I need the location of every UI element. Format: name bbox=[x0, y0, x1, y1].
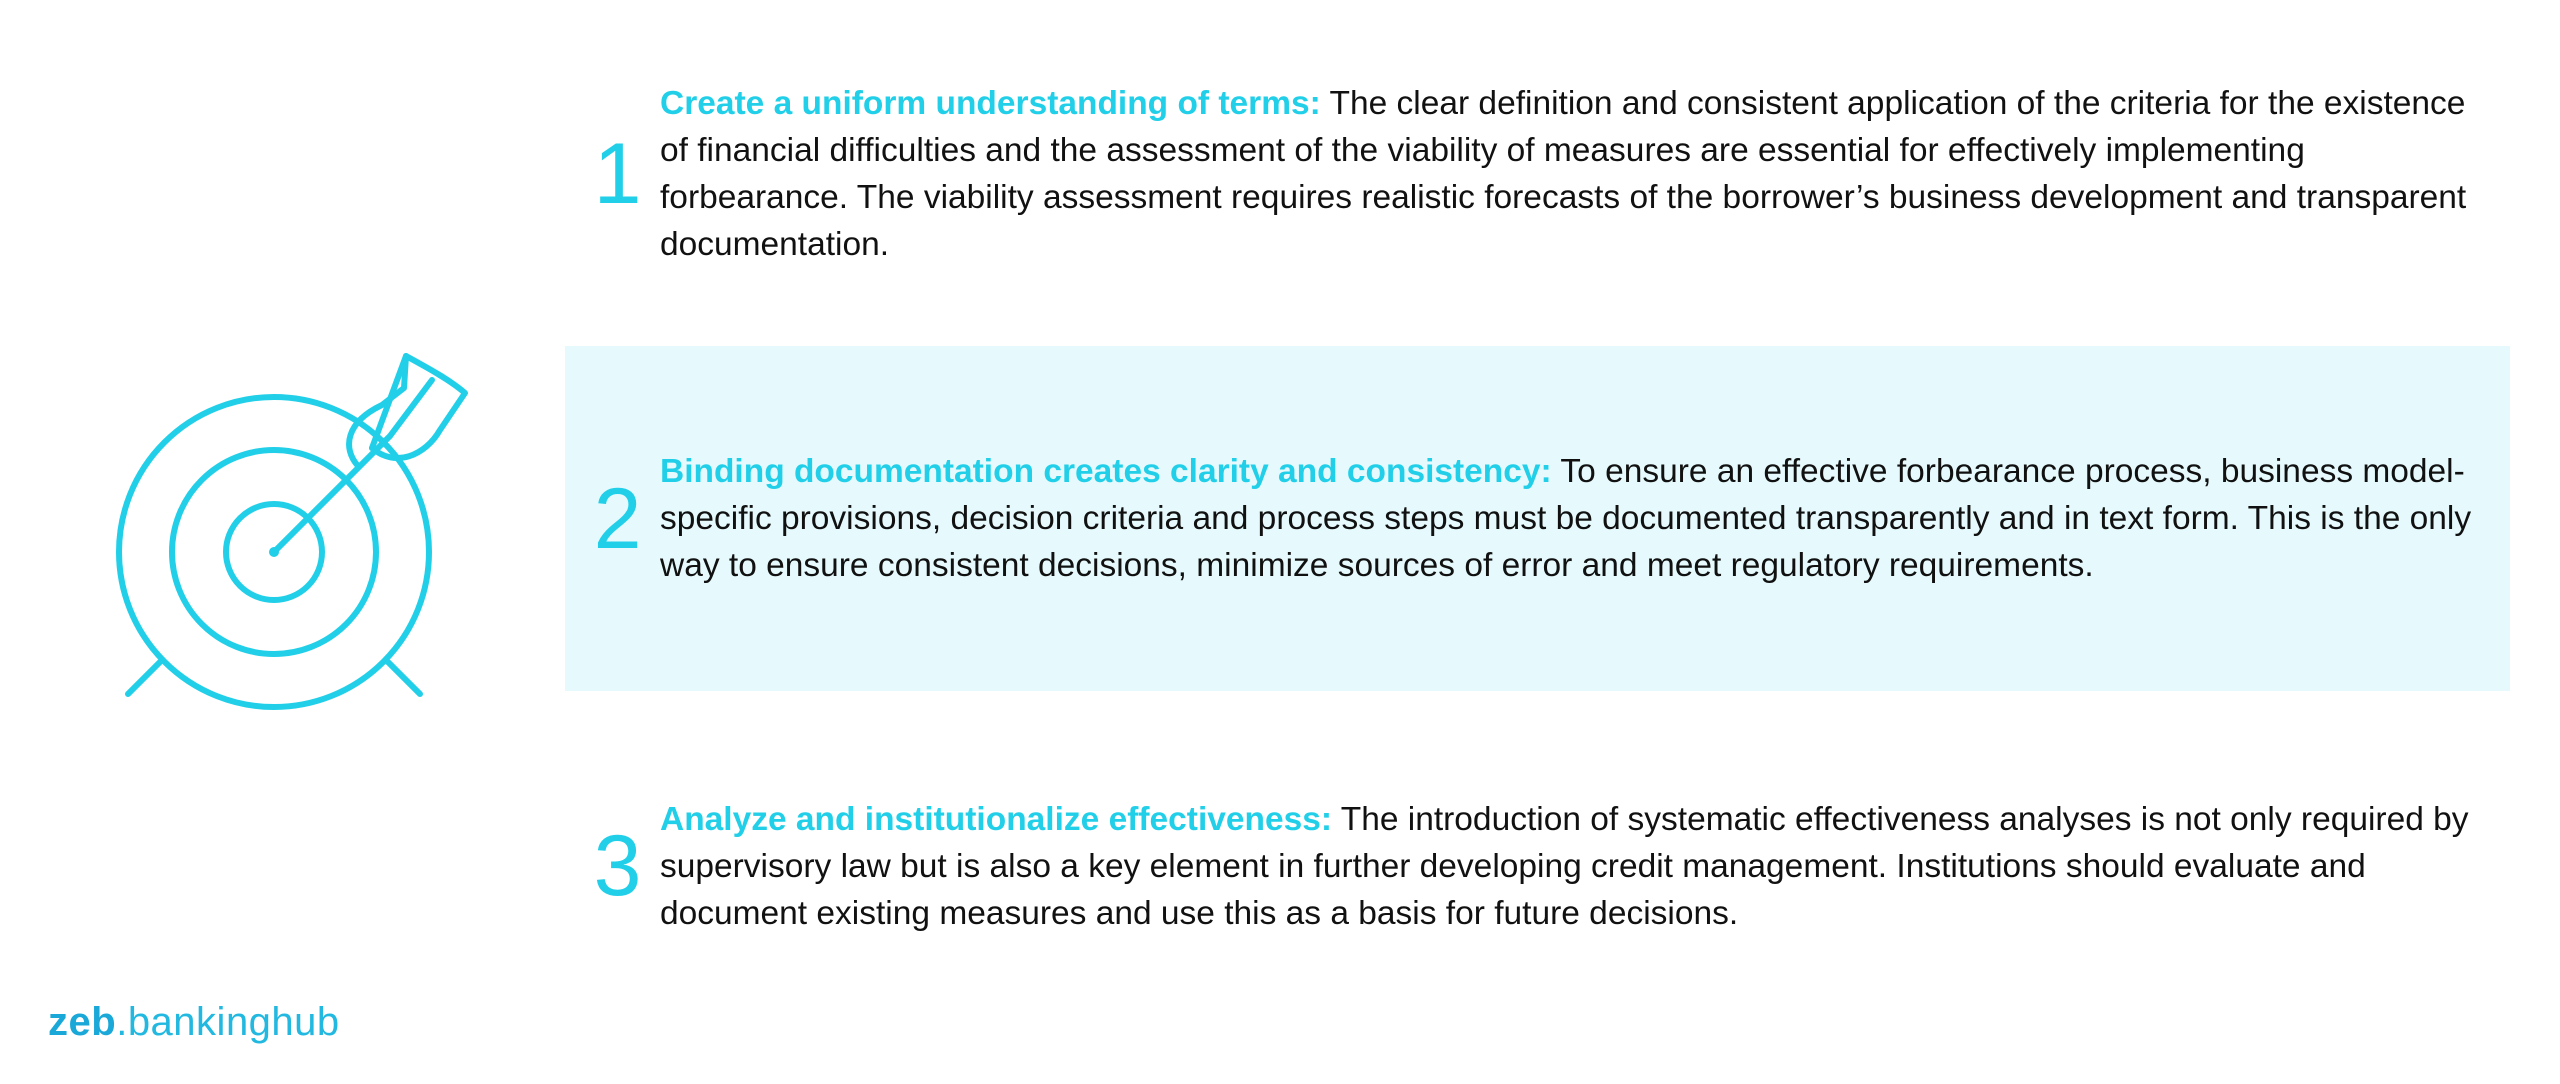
logo-product: bankinghub bbox=[127, 1000, 340, 1044]
list-item-highlighted bbox=[565, 346, 2510, 691]
item-body: The introduction of systematic effectiveness analyses is not only required by supervisory law but is also a key element in further developing credit management. Institutions should evaluate and document existing measures and use this as a basis for future decisions. bbox=[660, 800, 2469, 932]
target-with-arrow-icon bbox=[110, 320, 510, 720]
item-body: To ensure an effective forbearance process, business model-specific provisions, decision criteria and process steps must be documented transparently and in text form. This is the only way to ensure consistent decisions, minimize sources of error and meet regulatory requirements. bbox=[660, 453, 2472, 584]
item-number: 2 bbox=[593, 470, 642, 567]
item-lead: Binding documentation creates clarity and consistency: bbox=[660, 453, 1552, 490]
item-number: 3 bbox=[593, 818, 642, 914]
logo-brand: zeb bbox=[48, 1000, 117, 1044]
item-text bbox=[660, 796, 2510, 937]
item-lead: Create a uniform understanding of terms: bbox=[660, 85, 1321, 122]
item-body: The clear definition and consistent application of the criteria for the existence of financial difficulties and the assessment of the viability of measures are essential for effectively implementing forbearance. The viability assessment requires realistic forecasts of the borrower’s business development and transparent documentation. bbox=[660, 85, 2467, 263]
item-lead: Analyze and institutionalize effectiveness: bbox=[660, 800, 1333, 838]
list-item bbox=[565, 792, 2510, 940]
list-item bbox=[565, 76, 2510, 272]
brand-logo bbox=[48, 1000, 340, 1045]
item-text bbox=[660, 80, 2510, 268]
logo-separator: . bbox=[116, 1000, 128, 1044]
item-number: 1 bbox=[593, 126, 642, 222]
item-text bbox=[660, 448, 2510, 589]
